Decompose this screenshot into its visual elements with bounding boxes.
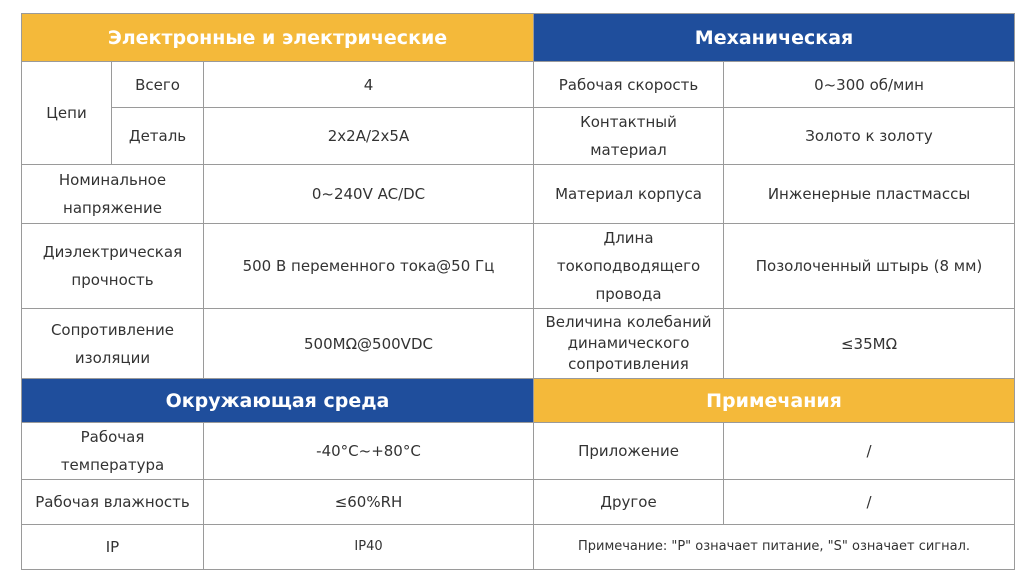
speed-label: Рабочая скорость — [534, 62, 724, 108]
contact-value: Золото к золоту — [724, 108, 1015, 165]
humidity-label: Рабочая влажность — [22, 480, 204, 525]
temperature-label: Рабочая температура — [22, 423, 204, 480]
note-text: Примечание: "P" означает питание, "S" означает сигнал. — [534, 525, 1015, 570]
total-value: 4 — [204, 62, 534, 108]
spec-table-wrapper — [21, 13, 1014, 556]
housing-value: Инженерные пластмассы — [724, 165, 1015, 224]
ip-label: IP — [22, 525, 204, 570]
circuits-label: Цепи — [22, 62, 112, 165]
table-row — [22, 309, 1015, 379]
table-row — [22, 165, 1015, 224]
dielectric-label: Диэлектрическая прочность — [22, 224, 204, 309]
table-row — [22, 224, 1015, 309]
spec-table — [21, 13, 1015, 570]
header-row-top — [22, 14, 1015, 62]
dielectric-value: 500 В переменного тока@50 Гц — [204, 224, 534, 309]
table-row — [22, 62, 1015, 108]
insulation-value: 500MΩ@500VDC — [204, 309, 534, 379]
environment-header: Окружающая среда — [22, 379, 534, 423]
header-row-bottom — [22, 379, 1015, 423]
other-value: / — [724, 480, 1015, 525]
insulation-label: Сопротивление изоляции — [22, 309, 204, 379]
other-label: Другое — [534, 480, 724, 525]
temperature-value: -40°C~+80°C — [204, 423, 534, 480]
ip-value: IP40 — [204, 525, 534, 570]
electrical-header: Электронные и электрические — [22, 14, 534, 62]
table-row — [22, 480, 1015, 525]
speed-value: 0~300 об/мин — [724, 62, 1015, 108]
noise-label: Величина колебаний динамического сопротивления — [534, 309, 724, 379]
voltage-label: Номинальное напряжение — [22, 165, 204, 224]
total-label: Всего — [112, 62, 204, 108]
table-row — [22, 108, 1015, 165]
lead-length-label: Длина токоподводящего провода — [534, 224, 724, 309]
application-label: Приложение — [534, 423, 724, 480]
lead-length-value: Позолоченный штырь (8 мм) — [724, 224, 1015, 309]
notes-header: Примечания — [534, 379, 1015, 423]
humidity-value: ≤60%RH — [204, 480, 534, 525]
table-row — [22, 423, 1015, 480]
contact-label: Контактный материал — [534, 108, 724, 165]
detail-label: Деталь — [112, 108, 204, 165]
housing-label: Материал корпуса — [534, 165, 724, 224]
application-value: / — [724, 423, 1015, 480]
voltage-value: 0~240V AC/DC — [204, 165, 534, 224]
noise-value: ≤35MΩ — [724, 309, 1015, 379]
mechanical-header: Механическая — [534, 14, 1015, 62]
detail-value: 2x2A/2x5A — [204, 108, 534, 165]
